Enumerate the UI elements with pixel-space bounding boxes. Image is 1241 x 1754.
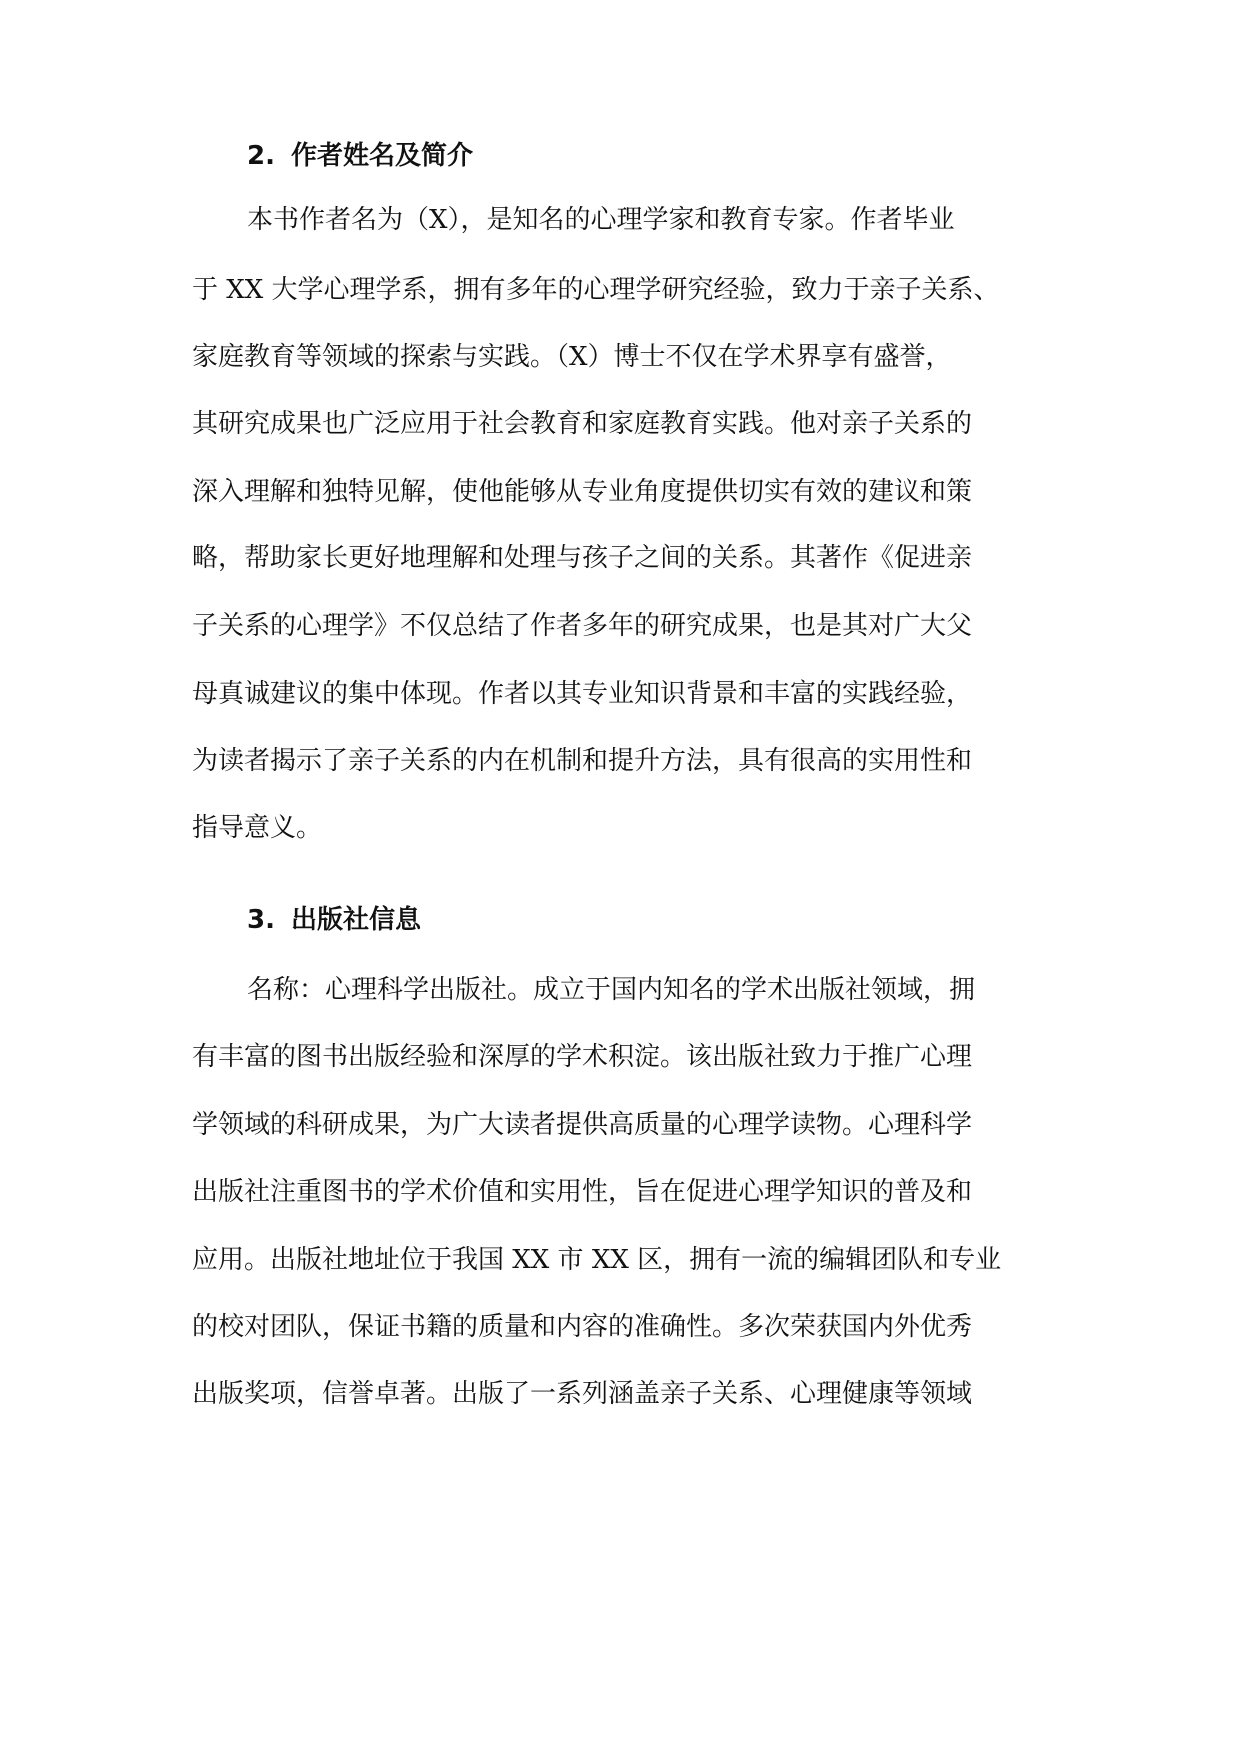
paragraph-line: 学领域的科研成果，为广大读者提供高质量的心理学读物。心理科学 (192, 1110, 973, 1140)
paragraph-line: 应用。出版社地址位于我国 XX 市 XX 区，拥有一流的编辑团队和专业 (192, 1245, 1002, 1275)
section-title: 作者姓名及简介 (291, 141, 474, 171)
paragraph-line: 为读者揭示了亲子关系的内在机制和提升方法，具有很高的实用性和 (192, 746, 973, 776)
paragraph-line: 的校对团队，保证书籍的质量和内容的准确性。多次荣获国内外优秀 (192, 1312, 973, 1342)
paragraph-line: 家庭教育等领域的探索与实践。（X）博士不仅在学术界享有盛誉， (192, 342, 952, 372)
paragraph-line: 指导意义。 (192, 813, 323, 843)
section-title: 出版社信息 (291, 905, 422, 935)
paragraph-line: 略，帮助家长更好地理解和处理与孩子之间的关系。其著作《促进亲 (192, 543, 973, 573)
section-heading-publisher (247, 900, 421, 940)
paragraph-line: 本书作者名为（X），是知名的心理学家和教育专家。作者毕业 (247, 205, 955, 235)
section-number: 3. (247, 905, 275, 935)
paragraph-line: 有丰富的图书出版经验和深厚的学术积淀。该出版社致力于推广心理 (192, 1042, 973, 1072)
section-heading-author (247, 136, 473, 176)
paragraph-line: 出版社注重图书的学术价值和实用性，旨在促进心理学知识的普及和 (192, 1177, 973, 1207)
paragraph-line: 其研究成果也广泛应用于社会教育和家庭教育实践。他对亲子关系的 (192, 409, 973, 439)
paragraph-line: 母真诚建议的集中体现。作者以其专业知识背景和丰富的实践经验， (192, 679, 973, 709)
paragraph-line: 子关系的心理学》不仅总结了作者多年的研究成果，也是其对广大父 (192, 611, 973, 641)
section-number: 2. (247, 141, 275, 171)
paragraph-line: 出版奖项，信誉卓著。出版了一系列涵盖亲子关系、心理健康等领域 (192, 1379, 973, 1409)
paragraph-line: 深入理解和独特见解，使他能够从专业角度提供切实有效的建议和策 (192, 477, 973, 507)
paragraph-line: 名称：心理科学出版社。成立于国内知名的学术出版社领域，拥 (247, 975, 976, 1005)
paragraph-line: 于 XX 大学心理学系，拥有多年的心理学研究经验，致力于亲子关系、 (192, 275, 1000, 305)
